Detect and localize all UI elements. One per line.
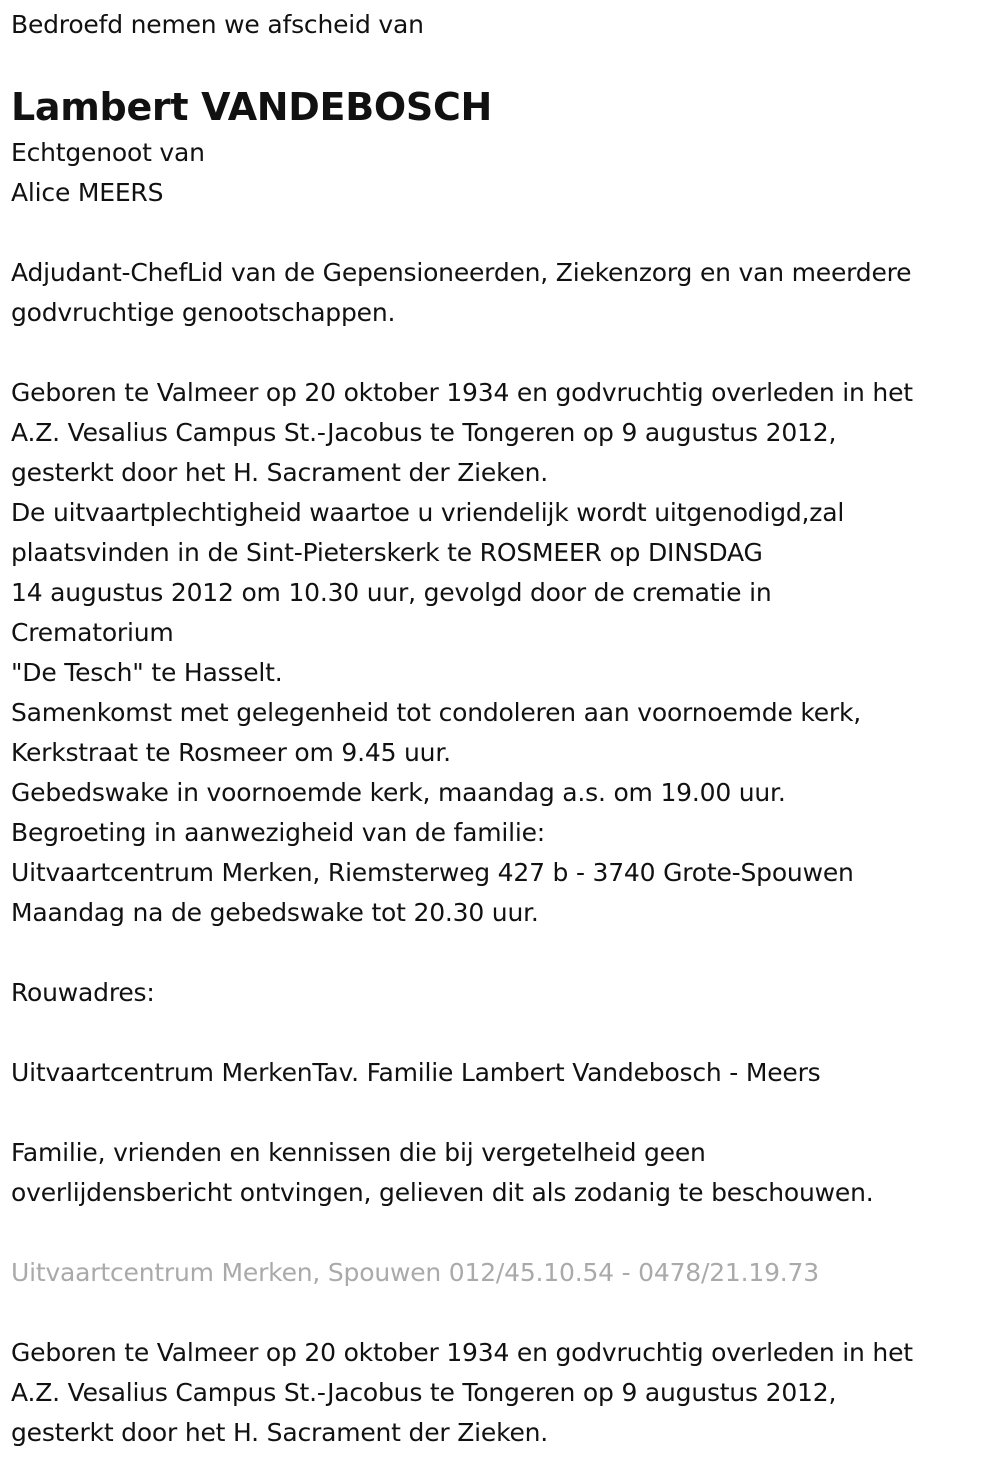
rouwadres-block: [11, 1053, 821, 1093]
details-line: A.Z. Vesalius Campus St.-Jacobus te Tongeren op 9 augustus 2012,: [11, 418, 837, 447]
details-line: De uitvaartplechtigheid waartoe u vriendelijk wordt uitgenodigd,zal: [11, 498, 845, 527]
details-line: Geboren te Valmeer op 20 oktober 1934 en godvruchtig overleden in het: [11, 378, 913, 407]
funeral-home-contact: Uitvaartcentrum Merken, Spouwen 012/45.10.54 - 0478/21.19.73: [11, 1258, 819, 1287]
repeat-line: A.Z. Vesalius Campus St.-Jacobus te Tongeren op 9 augustus 2012,: [11, 1378, 837, 1407]
deceased-name: Lambert VANDEBOSCH: [11, 85, 493, 129]
funeral-home-block: [11, 1253, 819, 1293]
details-line: Begroeting in aanwezigheid van de familie:: [11, 818, 546, 847]
membership-line: godvruchtige genootschappen.: [11, 298, 396, 327]
spouse-name: Alice MEERS: [11, 178, 164, 207]
intro-text: Bedroefd nemen we afscheid van: [11, 10, 424, 39]
repeat-line: gesterkt door het H. Sacrament der Zieken.: [11, 1418, 549, 1447]
spouse-block: [11, 133, 205, 213]
details-line: "De Tesch" te Hasselt.: [11, 658, 283, 687]
details-line: Crematorium: [11, 618, 174, 647]
details-line: Kerkstraat te Rosmeer om 9.45 uur.: [11, 738, 451, 767]
rouwadres-address: Uitvaartcentrum MerkenTav. Familie Lambert Vandebosch - Meers: [11, 1058, 821, 1087]
details-line: 14 augustus 2012 om 10.30 uur, gevolgd door de crematie in: [11, 578, 772, 607]
repeat-block: [11, 1333, 913, 1453]
notice-block: [11, 1133, 874, 1213]
membership-block: [11, 253, 911, 333]
details-block: [11, 373, 913, 933]
details-line: Samenkomst met gelegenheid tot condoleren aan voornoemde kerk,: [11, 698, 862, 727]
rouwadres-label-block: [11, 973, 155, 1013]
details-line: Gebedswake in voornoemde kerk, maandag a.s. om 19.00 uur.: [11, 778, 786, 807]
details-line: Uitvaartcentrum Merken, Riemsterweg 427 b - 3740 Grote-Spouwen: [11, 858, 854, 887]
spouse-label: Echtgenoot van: [11, 138, 205, 167]
notice-line: overlijdensbericht ontvingen, gelieven dit als zodanig te beschouwen.: [11, 1178, 874, 1207]
details-line: plaatsvinden in de Sint-Pieterskerk te ROSMEER op DINSDAG: [11, 538, 763, 567]
repeat-line: Geboren te Valmeer op 20 oktober 1934 en godvruchtig overleden in het: [11, 1338, 913, 1367]
details-line: gesterkt door het H. Sacrament der Zieken.: [11, 458, 549, 487]
rouwadres-label: Rouwadres:: [11, 978, 155, 1007]
notice-line: Familie, vrienden en kennissen die bij vergetelheid geen: [11, 1138, 706, 1167]
membership-line: Adjudant-ChefLid van de Gepensioneerden, Ziekenzorg en van meerdere: [11, 258, 912, 287]
details-line: Maandag na de gebedswake tot 20.30 uur.: [11, 898, 539, 927]
